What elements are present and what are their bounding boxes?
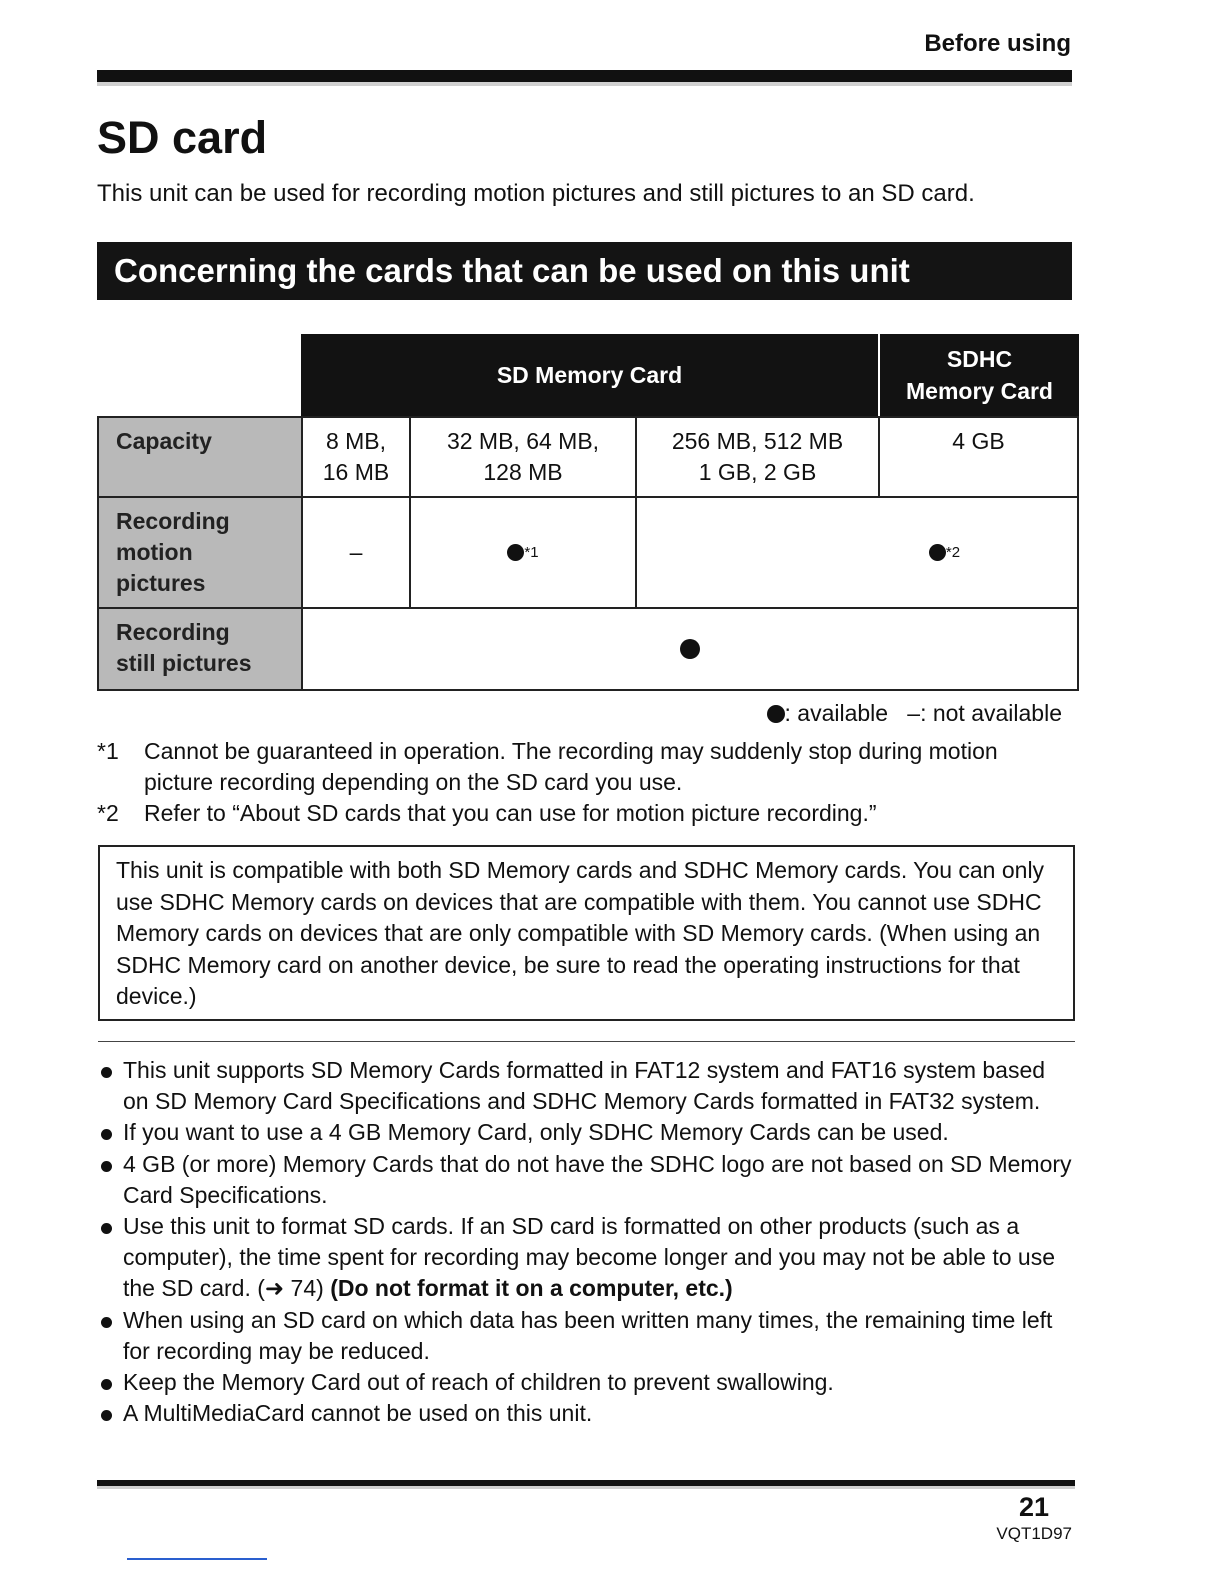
list-item: When using an SD card on which data has been written many times, the remaining time left for recording may be reduced. xyxy=(97,1305,1077,1367)
row-label-line: Recording xyxy=(116,619,230,645)
capacity-line: 256 MB, 512 MB xyxy=(671,428,844,454)
page-title: SD card xyxy=(97,112,268,163)
footnote-text: Cannot be guaranteed in operation. The recording may suddenly stop during motion picture recording depending on the SD card you use. xyxy=(144,738,998,795)
table-legend xyxy=(767,700,1062,727)
capacity-cell xyxy=(635,416,880,498)
format-warning: (Do not format it on a computer, etc.) xyxy=(330,1275,733,1302)
capacity-line: 1 GB, 2 GB xyxy=(698,459,817,485)
header-sdhc-memory-card xyxy=(878,334,1079,416)
available-dot-icon xyxy=(680,639,700,659)
list-item: Keep the Memory Card out of reach of children to prevent swallowing. xyxy=(97,1367,1077,1398)
header-rule-shadow xyxy=(97,82,1072,86)
notes-list xyxy=(97,1055,1077,1429)
header-rule xyxy=(97,70,1072,82)
footnote-ref: *2 xyxy=(945,544,961,561)
section-label: Before using xyxy=(924,30,1071,57)
capacity-cell xyxy=(409,416,637,498)
page-ref: 74) xyxy=(284,1275,331,1302)
footer-rule-shadow xyxy=(97,1486,1075,1489)
still-cell-available xyxy=(301,607,1079,691)
footnote-mark: *2 xyxy=(97,800,119,826)
footnote-mark: *1 xyxy=(97,738,119,764)
list-item: A MultiMediaCard cannot be used on this unit. xyxy=(97,1398,1077,1429)
header-sdhc-line2: Memory Card xyxy=(906,378,1053,404)
footnote-1 xyxy=(97,736,1044,798)
row-label-line: motion xyxy=(116,539,193,565)
row-label-line: pictures xyxy=(116,570,206,596)
row-label-recording-motion xyxy=(97,496,303,609)
card-compatibility-table xyxy=(97,334,1079,691)
row-label-recording-still xyxy=(97,607,303,691)
capacity-line: 16 MB xyxy=(322,459,390,485)
row-label-capacity: Capacity xyxy=(97,416,303,498)
capacity-line: 32 MB, 64 MB, xyxy=(446,428,600,454)
row-label-line: still pictures xyxy=(116,650,252,676)
format-text: Use this unit to format SD cards. If an SD card is formatted on other products (such as a computer), the time spent for recording may become longer and you may not be able to use the SD card. ( xyxy=(123,1213,1056,1302)
intro-text: This unit can be used for recording motion pictures and still pictures to an SD card. xyxy=(97,180,975,207)
available-dot-icon xyxy=(929,544,946,561)
document-code: VQT1D97 xyxy=(996,1524,1072,1543)
legend-available: : available xyxy=(784,700,889,726)
motion-cell-available-note1 xyxy=(409,496,637,609)
capacity-line: 128 MB xyxy=(483,459,563,485)
list-item: If you want to use a 4 GB Memory Card, only SDHC Memory Cards can be used. xyxy=(97,1117,1077,1148)
list-item: This unit supports SD Memory Cards formatted in FAT12 system and FAT16 system based on SD Memory Card Specifications and SDHC Memory Cards formatted in FAT32 system. xyxy=(97,1055,1077,1117)
footnote-2 xyxy=(97,798,1044,829)
available-dot-icon xyxy=(767,705,785,723)
legend-not-available: : not available xyxy=(920,700,1062,726)
arrow-icon: ➜ xyxy=(264,1275,285,1302)
list-item-format xyxy=(97,1211,1077,1305)
capacity-cell xyxy=(301,416,411,498)
capacity-line: 8 MB, xyxy=(325,428,387,454)
motion-cell-available-note2 xyxy=(635,496,1079,609)
capacity-line: 4 GB xyxy=(952,428,1005,454)
row-label-line: Recording xyxy=(116,508,230,534)
list-item: 4 GB (or more) Memory Cards that do not have the SDHC logo are not based on SD Memory Card Specifications. xyxy=(97,1149,1077,1211)
page-number: 21 xyxy=(1018,1492,1049,1522)
capacity-cell xyxy=(878,416,1079,498)
compatibility-note-box: This unit is compatible with both SD Memory cards and SDHC Memory cards. You can only use SDHC Memory cards on devices that are compatible with them. You cannot use SDHC Memory cards on devices that are only compatible with SD Memory cards. (When using an SDHC Memory card on another device, be sure to read the operating instructions for that device.) xyxy=(98,845,1075,1021)
footnote-text: Refer to “About SD cards that you can use for motion picture recording.” xyxy=(144,800,877,826)
header-sdhc-line1: SDHC xyxy=(946,346,1013,372)
header-sd-memory-card: SD Memory Card xyxy=(301,334,878,416)
decorative-line xyxy=(127,1558,267,1560)
available-dot-icon xyxy=(507,544,524,561)
motion-cell-not-available: – xyxy=(301,496,411,609)
legend-dash: – xyxy=(907,700,921,726)
section-banner: Concerning the cards that can be used on this unit xyxy=(97,242,1072,300)
footnote-ref: *1 xyxy=(524,544,539,561)
divider xyxy=(98,1041,1075,1042)
